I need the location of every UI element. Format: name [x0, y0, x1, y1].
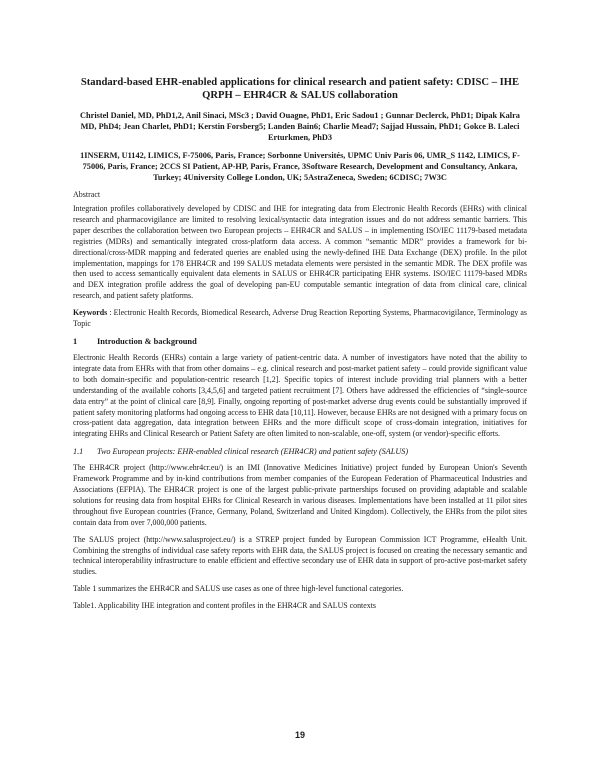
intro-paragraph: Electronic Health Records (EHRs) contain a large variety of patient-centric data. A number of investigators have noted that the ability to integrate data from EHRs with that from other domains – e.g. clinical research and post-market patient safety – could provide significant value to both domain-specific and population-centric research [1,2]. Specific topics of interest include providing trial planners with a better understanding of the available cohorts [3,4,5,6] and targeted patient recruitment [7]. Others have addressed the efficiencies of “single-source data entry” at the point of clinical care [8,9]. Finally, ongoing reporting of post-market adverse drug events could be substantially improved if patient safety monitoring platforms had ongoing access to EHR data [10,11]. However, because EHRs are not designed with a primary focus on cross-patient data aggregation, data integration between EHRs and the more difficult scope of cross-domain integration, initiatives for integrating EHRs and Clinical Research or Patient Safety are often limited to non-scalable, one-off, system (or vendor)-specific efforts.	[73, 352, 527, 439]
abstract-heading: Abstract	[73, 190, 101, 199]
subsection-heading	[73, 446, 527, 457]
abstract-text: Integration profiles collaboratively developed by CDISC and IHE for integrating data from Electronic Health Records (EHRs) with clinical research and pharmacovigilance are limited to resolving lexical/syntactic data integration issues and do not address semantic barriers. This paper describes the collaboration between two European projects – EHR4CR and SALUS – in implementing ISO/IEC 11179-based metadata registries (MDRs) and semantically integrated cross-platform data access. A common “semantic MDR” provides a framework for bi-directional/cross-MDR mapping and federated queries are enabled using the newly-defined IHE Data Exchange (DEX) profile. In the pilot implementation, mappings for 178 EHR4CR and 199 SALUS metadata elements were persisted in the semantic MDR. The DEX profile was then used to access semantically equivalent data elements in SALUS or EHR4CR participating EHR systems. ISO/IEC 11179-based MDRs and DEX integration profile address the goal of developing pan-EU computable semantic integration of data from clinical care, clinical research, and patient safety platforms.	[73, 204, 527, 301]
keywords	[73, 308, 527, 330]
subsection-title: Two European projects: EHR-enabled clinical research (EHR4CR) and patient safety (SALUS)	[97, 447, 409, 457]
page-number: 19	[294, 730, 305, 740]
section-number: 1	[73, 336, 78, 346]
keywords-text: : Electronic Health Records, Biomedical Research, Adverse Drug Reaction Reporting Systems, Pharmacovigilance, Terminology as Topic	[73, 308, 527, 329]
subsection-number: 1.1	[73, 447, 84, 457]
author-list: Christel Daniel, MD, PhD1,2, Anil Sinaci, MSc3 ; David Ouagne, PhD1, Eric Sadou1 ; Gunnar Declerck, PhD1; Dipak Kalra MD, PhD4; Jean Charlet, PhD1; Kerstin Forsberg5; Landen Bain6; Charlie Mead7; Sajjad Hussain, PhD1; Gokce B. Laleci Erturkmen, PhD3	[80, 111, 520, 142]
ehr4cr-paragraph: The EHR4CR project (http://www.ehr4cr.eu/) is an IMI (Innovative Medicines Initiative) project funded by European Union's Seventh Framework Programme and by in-kind contributions from member companies of the European Federation of Pharmaceutical Industries and Associations (EFPIA). The EHR4CR project is one of the largest public-private partnerships focused on providing adaptable and scalable solutions for reusing data from hospital EHRs for Clinical Research in various diseases. Implementations have been installed at 11 pilot sites throughout five European countries (France, Germany, Poland, Switzerland and United Kingdom). Collectively, the EHRs from the pilot sites contain data from over 7,000,000 patients.	[73, 463, 527, 527]
section-title: Introduction & background	[97, 336, 197, 346]
table-caption: Table1. Applicability IHE integration and content profiles in the EHR4CR and SALUS contexts	[73, 601, 376, 611]
salus-paragraph: The SALUS project (http://www.salusproject.eu/) is a STREP project funded by European Commission ICT Programme, eHealth Unit. Combining the strengths of individual case safety reports with EHR data, the SALUS project is focused on creating the necessary semantic and technical interoperability infrastructure to enable efficient and effective secondary use of EHR data in support of pro-active post-market safety studies.	[73, 534, 527, 577]
affiliations: 1INSERM, U1142, LIMICS, F-75006, Paris, France; Sorbonne Universités, UPMC Univ Paris 06, UMR_S 1142, LIMICS, F-75006, Paris, France; 2CCS SI Patient, AP-HP, Paris, France, 3Software Research, Development and Consultancy, Ankara, Turkey; 4University College London, UK; 5AstraZeneca, Sweden; 6CDISC; 7W3C	[80, 151, 520, 182]
keywords-label: Keywords	[73, 308, 108, 318]
table-summary-paragraph: Table 1 summarizes the EHR4CR and SALUS use cases as one of three high-level functional categories.	[73, 584, 404, 594]
paper-title: Standard-based EHR-enabled applications for clinical research and patient safety: CDISC – IHE QRPH – EHR4CR & SALUS collaboration	[80, 77, 520, 101]
section-heading	[73, 336, 527, 347]
